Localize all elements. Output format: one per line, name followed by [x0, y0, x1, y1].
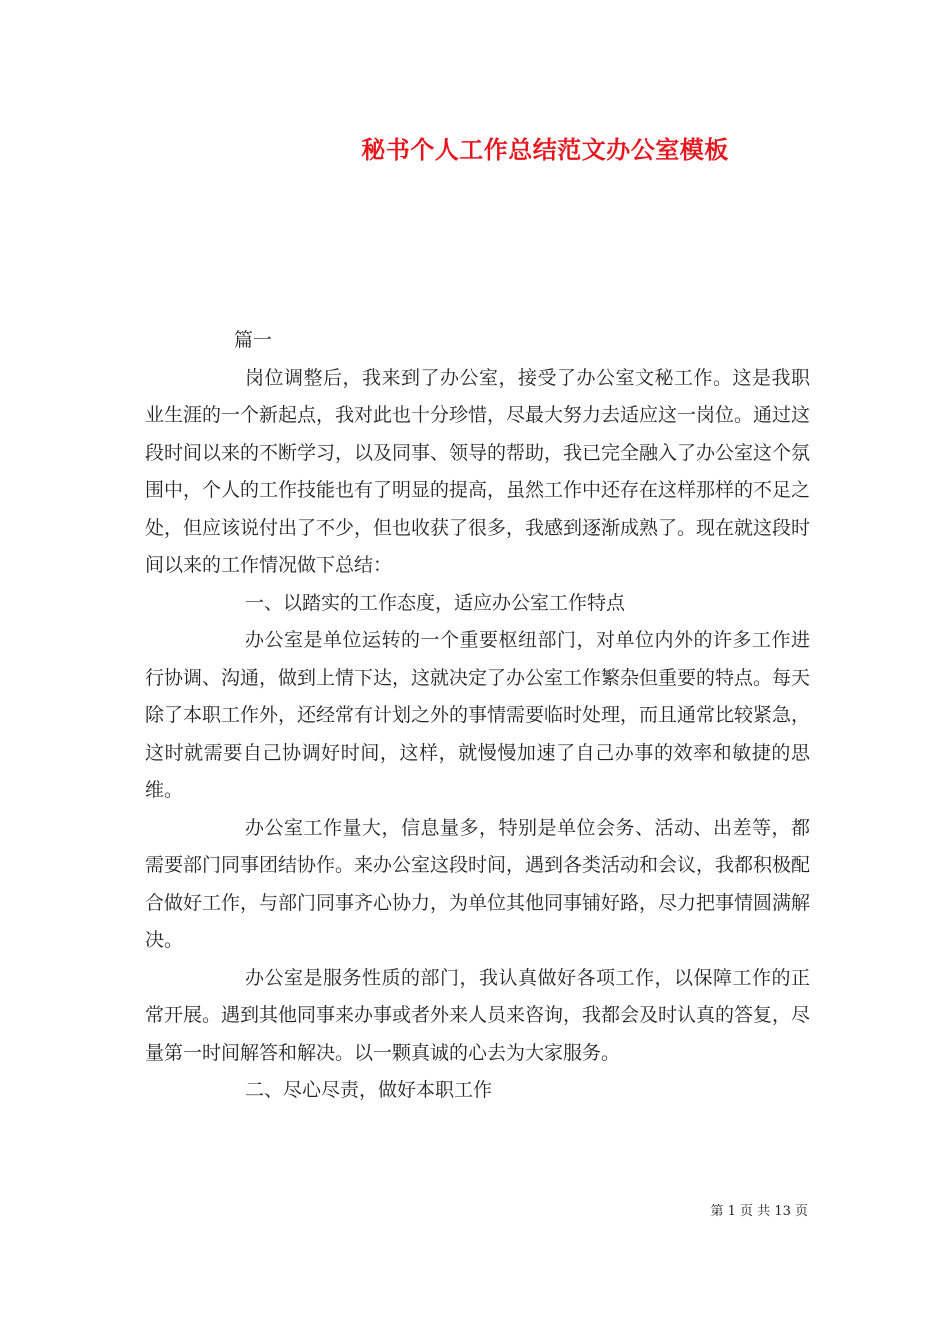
page-number-footer: 第 1 页 共 13 页 — [710, 1204, 808, 1219]
section-heading-1: 一、以踏实的工作态度，适应办公室工作特点 — [245, 591, 626, 614]
paragraph-office-role: 办公室是单位运转的一个重要枢纽部门，对单位内外的许多工作进行协调、沟通，做到上情下达，这就决定了办公室工作繁杂但重要的特点。每天除了本职工作外，还经常有计划之外的事情需要临时处理，而且通常比较紧急，这时就需要自己协调好时间，这样，就慢慢加速了自己办事的效率和敏捷的思维。 — [145, 629, 811, 801]
document-title: 秘书个人工作总结范文办公室模板 — [361, 135, 729, 164]
paragraph-intro: 岗位调整后，我来到了办公室，接受了办公室文秘工作。这是我职业生涯的一个新起点，我对此也十分珍惜，尽最大努力去适应这一岗位。通过这段时间以来的不断学习，以及同事、领导的帮助，我已完全融入了办公室这个氛围中，个人的工作技能也有了明显的提高，虽然工作中还存在这样那样的不足之处，但应该说付出了不少，但也收获了很多，我感到逐渐成熟了。现在就这段时间以来的工作情况做下总结： — [145, 366, 811, 576]
document-body — [145, 322, 810, 1110]
section-heading-2: 二、尽心尽责，做好本职工作 — [245, 1079, 493, 1101]
paragraph-service: 办公室是服务性质的部门，我认真做好各项工作，以保障工作的正常开展。遇到其他同事来办事或者外来人员来咨询，我都会及时认真的答复，尽量第一时间解答和解决。以一颗真诚的心去为大家服务。 — [145, 966, 811, 1064]
paragraph-teamwork: 办公室工作量大，信息量多，特别是单位会务、活动、出差等，都需要部门同事团结协作。来办公室这段时间，遇到各类活动和会议，我都积极配合做好工作，与部门同事齐心协力，为单位其他同事铺好路，尽力把事情圆满解决。 — [145, 816, 811, 951]
section-label: 篇一 — [234, 329, 273, 351]
